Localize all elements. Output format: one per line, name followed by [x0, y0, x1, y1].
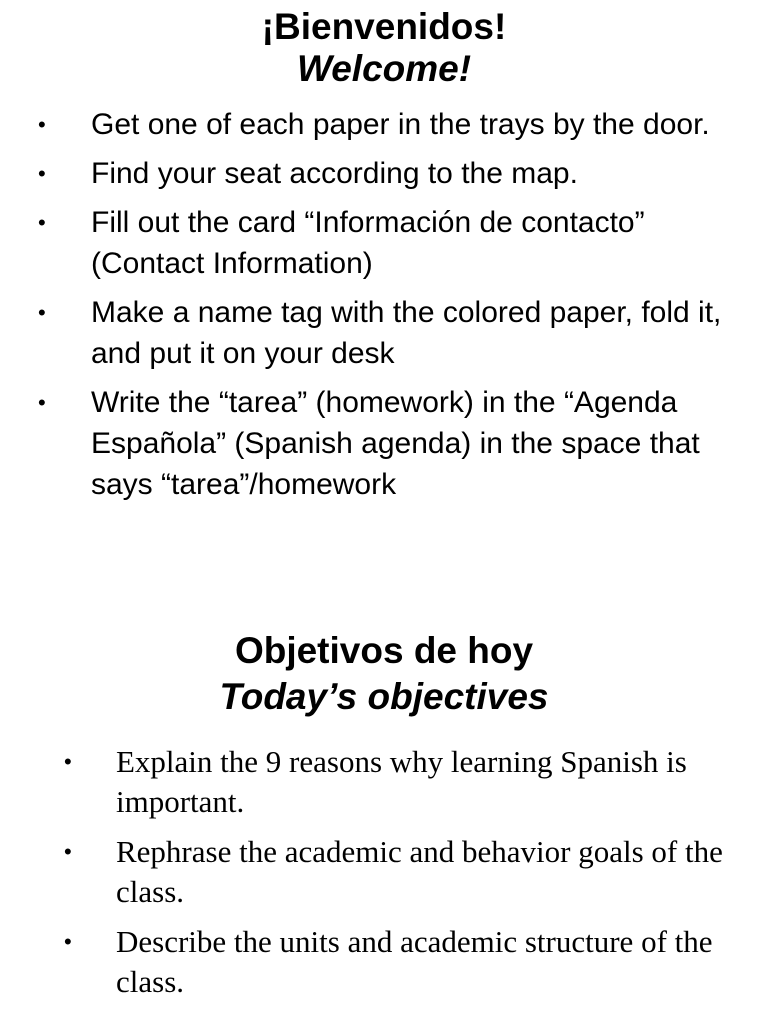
welcome-title-english: Welcome! [296, 48, 472, 89]
instruction-text: Find your seat according to the map. [91, 157, 578, 190]
objectives-section [0, 628, 768, 1012]
list-item [0, 832, 768, 912]
bullet-icon: • [38, 112, 46, 137]
objectives-title-spanish: Objetivos de hoy [234, 630, 534, 671]
list-item [0, 104, 768, 145]
instruction-text: Get one of each paper in the trays by the door. [91, 108, 710, 141]
objective-text: Explain the 9 reasons why learning Spanish is important. [116, 744, 687, 819]
bullet-icon: • [38, 161, 46, 186]
instruction-text: Fill out the card “Información de contacto” (Contact Information) [91, 206, 645, 280]
welcome-title-spanish: ¡Bienvenidos! [261, 6, 507, 47]
objectives-title-english: Today’s objectives [219, 676, 549, 717]
objective-text: Describe the units and academic structure of the class. [116, 924, 713, 999]
bullet-icon: • [38, 300, 46, 325]
instruction-text: Make a name tag with the colored paper, fold it, and put it on your desk [91, 296, 722, 370]
list-item [0, 382, 768, 505]
objectives-list [0, 742, 768, 1002]
bullet-icon: • [64, 749, 72, 774]
bullet-icon: • [64, 839, 72, 864]
list-item [0, 742, 768, 822]
bullet-icon: • [38, 210, 46, 235]
list-item [0, 202, 768, 284]
instruction-text: Write the “tarea” (homework) in the “Agenda Española” (Spanish agenda) in the space that says “tarea”/homework [91, 386, 700, 501]
list-item [0, 153, 768, 194]
bullet-icon: • [38, 390, 46, 415]
welcome-instructions-list [0, 104, 768, 505]
list-item [0, 922, 768, 1002]
list-item [0, 292, 768, 374]
objective-text: Rephrase the academic and behavior goals of the class. [116, 834, 723, 909]
bullet-icon: • [64, 929, 72, 954]
